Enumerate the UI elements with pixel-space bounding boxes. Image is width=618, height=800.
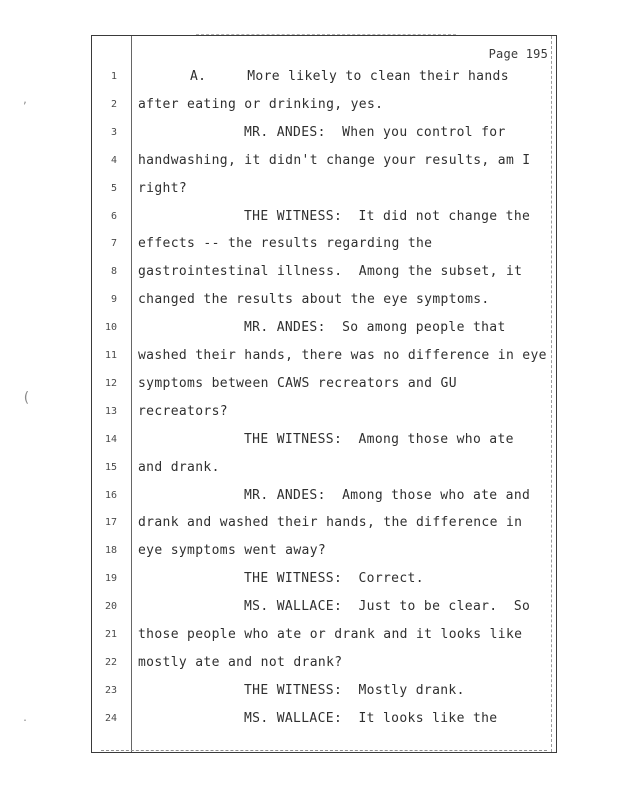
transcript-line bbox=[0, 320, 560, 340]
line-text: handwashing, it didn't change your results, am I bbox=[138, 152, 531, 168]
scan-mark: ( bbox=[22, 390, 31, 406]
transcript-line bbox=[0, 264, 560, 284]
line-text: right? bbox=[138, 180, 188, 196]
transcript-line bbox=[0, 683, 560, 703]
line-text: after eating or drinking, yes. bbox=[138, 96, 384, 112]
line-text: THE WITNESS: Mostly drank. bbox=[244, 682, 465, 698]
transcript-line bbox=[0, 543, 560, 563]
line-number: 14 bbox=[104, 433, 117, 445]
transcript-line bbox=[0, 348, 560, 368]
line-text: A. More likely to clean their hands bbox=[190, 69, 509, 84]
transcript-line bbox=[0, 711, 560, 731]
transcript-line bbox=[0, 488, 560, 508]
line-text: and drank. bbox=[138, 459, 220, 475]
line-text: washed their hands, there was no difference in eye bbox=[138, 348, 547, 363]
line-number: 5 bbox=[110, 182, 117, 194]
line-text: symptoms between CAWS recreators and GU bbox=[138, 375, 457, 391]
transcript-line bbox=[0, 181, 560, 201]
line-text: drank and washed their hands, the difference in bbox=[138, 515, 523, 531]
page-number: Page 195 bbox=[488, 47, 548, 61]
line-text: gastrointestinal illness. Among the subset, it bbox=[138, 264, 523, 280]
line-number: 11 bbox=[104, 350, 117, 361]
line-number: 1 bbox=[110, 71, 117, 82]
transcript-line bbox=[0, 125, 560, 145]
scan-mark: . bbox=[22, 713, 29, 724]
transcript-line bbox=[0, 432, 560, 452]
line-text: those people who ate or drank and it looks like bbox=[138, 627, 523, 642]
transcript-line bbox=[0, 153, 560, 173]
line-number: 7 bbox=[110, 238, 117, 250]
line-text: eye symptoms went away? bbox=[138, 543, 327, 559]
transcript-line bbox=[0, 655, 560, 675]
line-number: 24 bbox=[104, 712, 117, 724]
scan-mark: , bbox=[22, 95, 29, 106]
transcript-line bbox=[0, 460, 560, 480]
transcript-line bbox=[0, 292, 560, 312]
line-text: MS. WALLACE: Just to be clear. So bbox=[244, 599, 531, 615]
transcript-line bbox=[0, 69, 560, 89]
line-number: 13 bbox=[104, 405, 117, 417]
transcript-line bbox=[0, 97, 560, 117]
line-text: THE WITNESS: Among those who ate bbox=[244, 431, 514, 447]
line-number: 6 bbox=[110, 210, 117, 222]
line-text: MR. ANDES: So among people that bbox=[244, 320, 506, 336]
line-text: THE WITNESS: It did not change the bbox=[244, 208, 531, 224]
line-number: 2 bbox=[110, 98, 117, 110]
transcript-line bbox=[0, 209, 560, 229]
transcript-line bbox=[0, 376, 560, 396]
line-number: 20 bbox=[104, 601, 117, 613]
line-number: 8 bbox=[110, 266, 117, 278]
line-number: 12 bbox=[104, 377, 117, 389]
line-number: 9 bbox=[110, 294, 117, 306]
bottom-border-artifact bbox=[101, 750, 547, 751]
line-text: effects -- the results regarding the bbox=[138, 236, 433, 252]
line-text: THE WITNESS: Correct. bbox=[244, 571, 424, 587]
line-number: 15 bbox=[104, 461, 117, 473]
line-text: changed the results about the eye symptoms. bbox=[138, 292, 490, 308]
line-number: 23 bbox=[104, 684, 117, 696]
line-number: 4 bbox=[110, 154, 117, 166]
transcript-line bbox=[0, 404, 560, 424]
line-text: mostly ate and not drank? bbox=[138, 654, 343, 670]
line-number: 17 bbox=[104, 517, 117, 529]
line-text: MS. WALLACE: It looks like the bbox=[244, 710, 498, 726]
line-number: 19 bbox=[104, 573, 117, 585]
transcript-line bbox=[0, 236, 560, 256]
line-number: 18 bbox=[104, 545, 117, 557]
line-text: recreators? bbox=[138, 403, 228, 419]
line-number: 21 bbox=[104, 629, 117, 640]
line-text: MR. ANDES: Among those who ate and bbox=[244, 487, 531, 503]
line-number: 10 bbox=[104, 322, 117, 334]
line-text: MR. ANDES: When you control for bbox=[244, 124, 506, 140]
transcript-line bbox=[0, 515, 560, 535]
transcript-line bbox=[0, 599, 560, 619]
line-number: 22 bbox=[104, 656, 117, 668]
line-number: 16 bbox=[104, 489, 117, 501]
transcript-line bbox=[0, 571, 560, 591]
line-number: 3 bbox=[110, 126, 117, 138]
transcript-line bbox=[0, 627, 560, 647]
